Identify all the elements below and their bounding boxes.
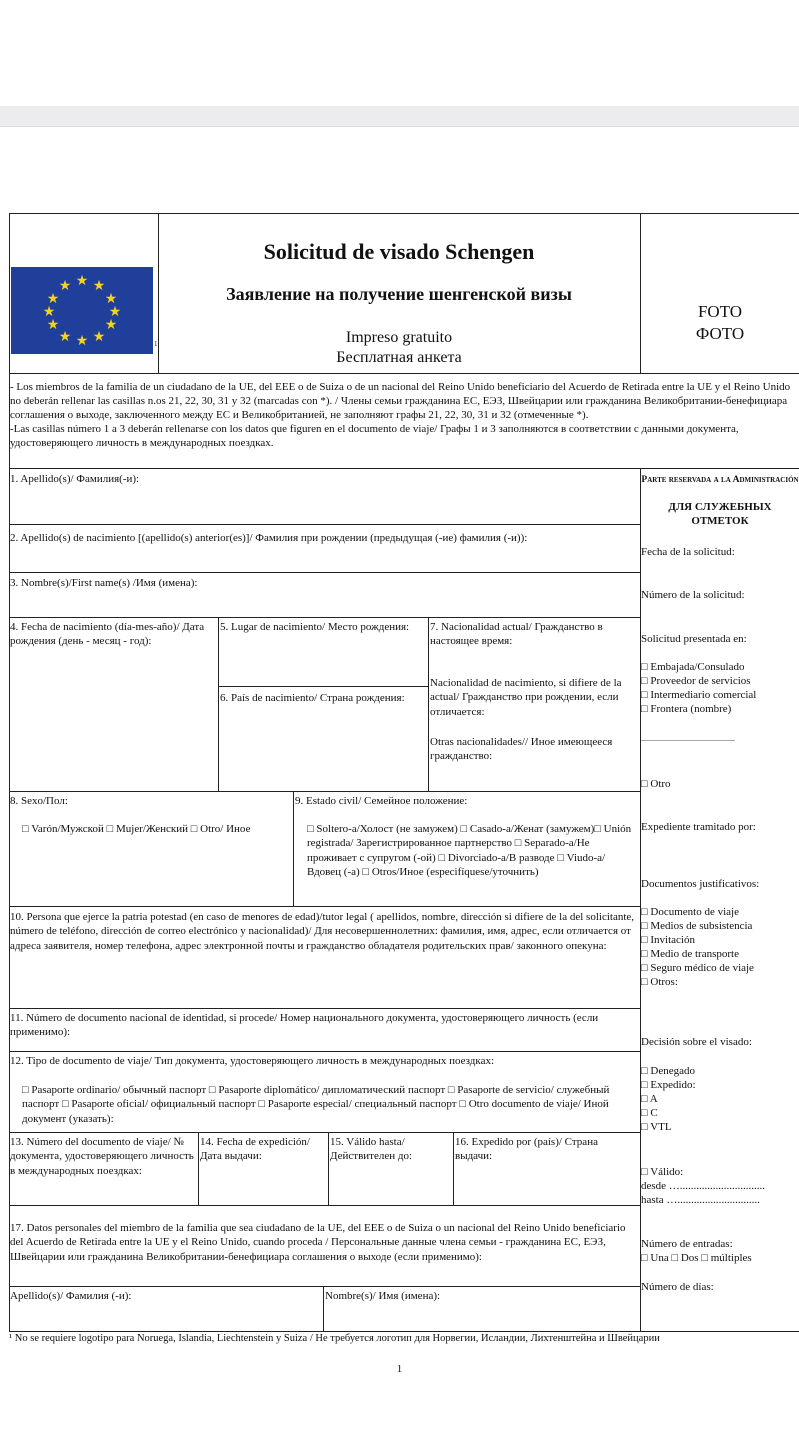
admin-tramitado: Expediente tramitado por: bbox=[641, 821, 756, 833]
admin-dias: Número de días: bbox=[641, 1281, 714, 1293]
admin-decision: Decisión sobre el visado: bbox=[641, 1036, 752, 1048]
cell-divider bbox=[218, 617, 219, 791]
flag-star-icon: ★ bbox=[108, 305, 122, 320]
field-2-label: 2. Apellido(s) de nacimiento [(apellido(s) anterior(es)]/ Фамилия при рождении (предыдущая (-ие) фамилия (-и)): bbox=[10, 532, 528, 544]
field-12-label: 12. Tipo de documento de viaje/ Тип документа, удостоверяющего личность в международных поездках: bbox=[10, 1055, 495, 1067]
table-top-border bbox=[9, 213, 799, 214]
cell-divider bbox=[328, 1132, 329, 1205]
field-15-label: 15. Válido hasta/ Действителен до: bbox=[330, 1136, 413, 1163]
field-3-label: 3. Nombre(s)/First name(s) /Имя (имена): bbox=[10, 577, 198, 589]
right-column-divider bbox=[640, 213, 641, 373]
flag-star-icon: ★ bbox=[58, 330, 72, 345]
row-divider bbox=[9, 524, 640, 525]
page-number: 1 bbox=[396, 1363, 403, 1375]
flag-star-icon: ★ bbox=[58, 279, 72, 294]
field-11-label: 11. Número de documento nacional de identidad, si procede/ Номер национального документа, удостоверяющего личность (если применимо): bbox=[10, 1012, 599, 1039]
admin-dots: ............................................... bbox=[641, 734, 735, 743]
row-divider bbox=[9, 617, 640, 618]
cell-divider bbox=[453, 1132, 454, 1205]
field-17-name-label: Nombre(s)/ Имя (имена): bbox=[325, 1290, 441, 1302]
admin-fecha: Fecha de la solicitud: bbox=[641, 546, 735, 558]
admin-entradas: Número de entradas: □ Una □ Dos □ múltiples bbox=[641, 1238, 752, 1265]
admin-documentos: Documentos justificativos: bbox=[641, 878, 760, 890]
flag-star-icon: ★ bbox=[92, 330, 106, 345]
row-divider bbox=[9, 1008, 640, 1009]
admin-decision-options: □ Denegado □ Expedido: □ A □ C □ VTL bbox=[641, 1065, 696, 1134]
field-17-label: 17. Datos personales del miembro de la familia que sea ciudadano de la UE, del EEE o de Suiza o un nacional del Reino Unido beneficiario del Acuerdo de Retirada entre la UE y el Reino Unido, cuando proceda / Персональные данные члена семьи - гражданина ЕС, ЕЭЗ, Швейцарии или гражданина Великобритании-бенефициара соглашения о выходе (если применимо): bbox=[10, 1222, 626, 1263]
field-13-label: 13. Número del documento de viaje/ № документа, удостоверяющего личность в международных поездках: bbox=[10, 1136, 194, 1177]
header-bottom bbox=[9, 373, 799, 374]
row-divider bbox=[9, 791, 640, 792]
admin-otro: □ Otro bbox=[641, 778, 671, 790]
row-divider bbox=[9, 1132, 640, 1133]
free-form-ru: Бесплатная анкета bbox=[336, 349, 462, 366]
flag-star-icon: ★ bbox=[46, 318, 60, 333]
cell-divider bbox=[198, 1132, 199, 1205]
cell-divider bbox=[323, 1286, 324, 1331]
admin-documentos-options: □ Documento de viaje □ Medios de subsistencia □ Invitación □ Medio de transporte □ Seguro médico de viaje □ Otros: bbox=[641, 906, 754, 989]
flag-footnote-mark: 1 bbox=[154, 340, 158, 348]
row-divider bbox=[9, 906, 640, 907]
admin-valido: □ Válido: desde …............................... hasta ….............................. bbox=[641, 1166, 766, 1207]
field-7-label: 7. Nacionalidad actual/ Гражданство в настоящее время: bbox=[430, 621, 603, 648]
flag-star-icon: ★ bbox=[75, 334, 89, 349]
flag-star-icon: ★ bbox=[104, 292, 118, 307]
flag-star-icon: ★ bbox=[92, 279, 106, 294]
field-5-label: 5. Lugar de nacimiento/ Место рождения: bbox=[220, 621, 410, 633]
photo-label-es: FOTO bbox=[697, 302, 743, 321]
admin-heading-es: Parte reservada a la Administración bbox=[641, 475, 799, 485]
field-7b-label: Nacionalidad de nacimiento, si difiere de la actual/ Гражданство при рождении, если отличается: bbox=[430, 677, 622, 718]
photo-label-ru: ФОТО bbox=[695, 324, 745, 343]
notice-bottom bbox=[9, 468, 799, 469]
flag-star-icon: ★ bbox=[42, 305, 56, 320]
flag-star-icon: ★ bbox=[75, 274, 89, 289]
admin-numero: Número de la solicitud: bbox=[641, 589, 745, 601]
field-10-label: 10. Persona que ejerce la patria potestad (en caso de menores de edad)/tutor legal ( apellidos, nombre, dirección si difiere de la del solicitante, número de teléfono, dirección de correo electrónico y nacionalidad)/ Для несовершеннолетних: фамилия, имя, адрес, если отличается от адреса заявителя, номер телефона, адрес электронной почты и гражданство обладателя родительских прав/ законного опекуна: bbox=[10, 911, 635, 952]
field-7c-label: Otras nacionalidades// Иное имеющееся гражданство: bbox=[430, 736, 613, 763]
sex-options[interactable]: □ Varón/Мужской □ Mujer/Женский □ Otro/ Иное bbox=[22, 823, 251, 835]
flag-star-icon: ★ bbox=[46, 292, 60, 307]
cell-divider bbox=[218, 686, 428, 687]
civil-status-options[interactable]: □ Soltero-a/Холост (не замужем) □ Casado-a/Женат (замужем)□ Unión registrada/ Зарегистрированное партнерство □ Separado-a/Не проживает с супругом (-ой) □ Divorciado-a/В разводе □ Viudo-a/Вдовец (-а) □ Otros/Иное (especifíquese/уточнить) bbox=[307, 823, 632, 878]
form-title-ru: Заявление на получение шенгенской визы bbox=[226, 284, 572, 304]
field-16-label: 16. Expedido por (país)/ Страна выдачи: bbox=[455, 1136, 598, 1163]
field-6-label: 6. País de nacimiento/ Страна рождения: bbox=[220, 692, 405, 704]
field-17-surname-label: Apellido(s)/ Фамилия (-и): bbox=[10, 1290, 132, 1302]
row-divider bbox=[9, 1051, 640, 1052]
free-form-es: Impreso gratuito bbox=[345, 329, 453, 346]
eu-flag-icon bbox=[11, 267, 153, 354]
form-title-es: Solicitud de visado Schengen bbox=[263, 239, 535, 264]
field-14-label: 14. Fecha de expedición/ Дата выдачи: bbox=[200, 1136, 310, 1163]
document-type-options[interactable]: □ Pasaporte ordinario/ обычный паспорт □ Pasaporte diplomático/ дипломатический паспорт □ Pasaporte de servicio/ служебный паспорт □ Pasaporte oficial/ официальный паспорт □ Pasaporte especial/ специальный паспорт □ Otro documento de viaje/ Иной документ (указать): bbox=[22, 1084, 610, 1125]
admin-heading-ru: ДЛЯ СЛУЖЕБНЫХ ОТМЕТОК bbox=[668, 501, 772, 527]
field-9-label: 9. Estado civil/ Семейное положение: bbox=[295, 795, 468, 807]
cell-divider bbox=[293, 791, 294, 906]
instructions-notice: - Los miembros de la familia de un ciudadano de la UE, del EEE o de Suiza o de un nacional del Reino Unido beneficiario del Acuerdo de Retirada entre la UE y el Reino Unido no deberán rellenar las casillas n.os 21, 22, 30, 31 y 32 (marcadas con *). / Члены семьи гражданина ЕС, ЕЭЗ, Швейцарии или гражданина Великобритании-бенефициара соглашения о выходе, заключенного между ЕС и Великобританией, не заполняют графы 21, 22, 30, 31 и 32 (отмеченные *). -Las casillas número 1 a 3 deberán rellenarse con los datos que figuren en el documento de viaje/ Графы 1 и 3 заполняются в соответствии с данными документа, удостоверяющего личность в международных поездках. bbox=[10, 381, 791, 450]
flag-star-icon: ★ bbox=[104, 318, 118, 333]
row-divider bbox=[9, 572, 640, 573]
row-divider bbox=[9, 1286, 640, 1287]
field-1-label: 1. Apellido(s)/ Фамилия(-и): bbox=[10, 473, 140, 485]
admin-presentada-options: □ Embajada/Consulado □ Proveedor de servicios □ Intermediario comercial □ Frontera (nombre) bbox=[641, 661, 757, 716]
footnote: ¹ No se requiere logotipo para Noruega, Islandia, Liechtenstein y Suiza / Не требуется логотип для Норвегии, Исландии, Лихтенштейна и Швейцарии bbox=[9, 1333, 660, 1344]
cell-divider bbox=[428, 617, 429, 791]
browser-toolbar-strip bbox=[0, 106, 799, 127]
row-divider bbox=[9, 1205, 640, 1206]
admin-presentada: Solicitud presentada en: bbox=[641, 633, 747, 645]
field-4-label: 4. Fecha de nacimiento (día-mes-año)/ Дата рождения (день - месяц - год): bbox=[10, 621, 205, 648]
field-8-label: 8. Sexo/Пол: bbox=[10, 795, 68, 807]
